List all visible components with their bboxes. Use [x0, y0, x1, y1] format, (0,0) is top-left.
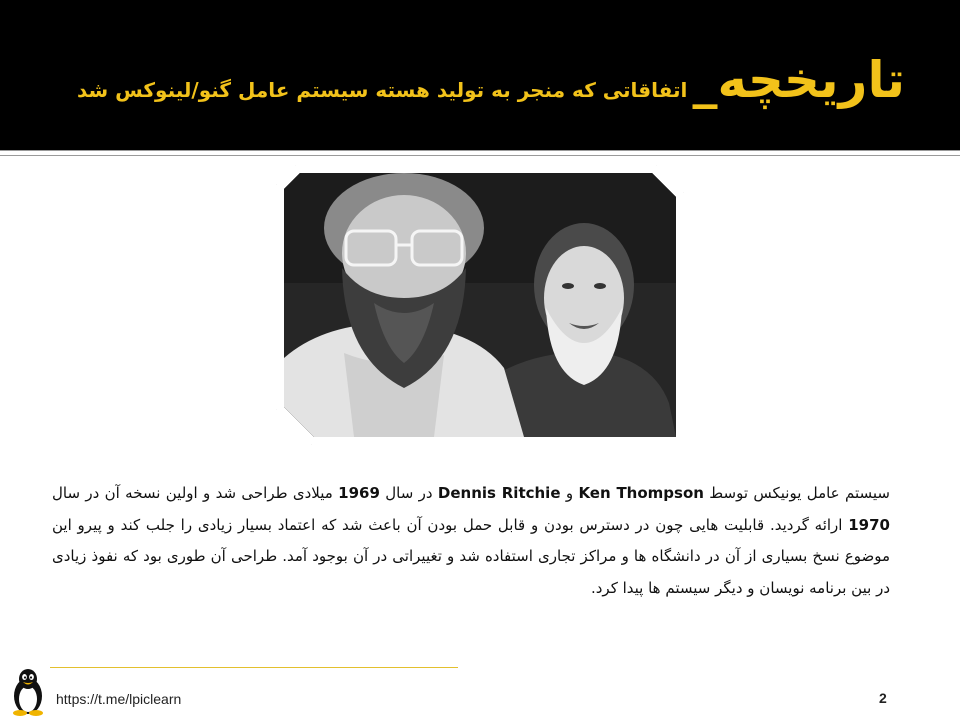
- tux-penguin-icon: [8, 668, 48, 716]
- body-conjunction: و: [565, 484, 574, 502]
- body-text-part: سیستم عامل یونیکس توسط: [709, 484, 890, 502]
- year-1969: 1969: [338, 484, 380, 502]
- portrait-illustration: [284, 173, 676, 437]
- body-text-part: میلادی طراحی شد و اولین نسخه آن در سال: [52, 484, 333, 502]
- portrait-photo-icon: [284, 173, 676, 437]
- title-main: تاریخچه_: [692, 51, 905, 109]
- header-divider: [0, 150, 960, 156]
- photo-frame: [276, 165, 684, 445]
- body-paragraph: [52, 478, 890, 604]
- footer-divider: [50, 667, 458, 668]
- header-bar: [0, 0, 960, 150]
- title-subtitle: اتفاقاتی که منجر به تولید هسته سیستم عامل گنو/لینوکس شد: [76, 78, 688, 102]
- body-text-part: در سال: [385, 484, 433, 502]
- name-dennis-ritchie: Dennis Ritchie: [437, 484, 561, 502]
- page-number: 2: [879, 690, 887, 706]
- body-text-part: ارائه گردید. قابلیت هایی چون در دسترس بودن و قابل حمل بودن آن باعث شد که اعتماد بسیار زیادی را جلب کند و پیرو این موضوع نسخ بسیاری از آن در دانشگاه ها و مراکز تجاری استفاده شد و تغییراتی در آن بوجود آمد. طراحی آن طوری بود که نفوذ زیادی در بین برنامه نویسان و دیگر سیستم ها پیدا کرد.: [52, 515, 890, 597]
- slide-title: [77, 50, 905, 120]
- footer-url-link[interactable]: https://t.me/lpiclearn: [56, 691, 182, 707]
- year-1970: 1970: [848, 515, 890, 534]
- name-ken-thompson: Ken Thompson: [578, 484, 704, 502]
